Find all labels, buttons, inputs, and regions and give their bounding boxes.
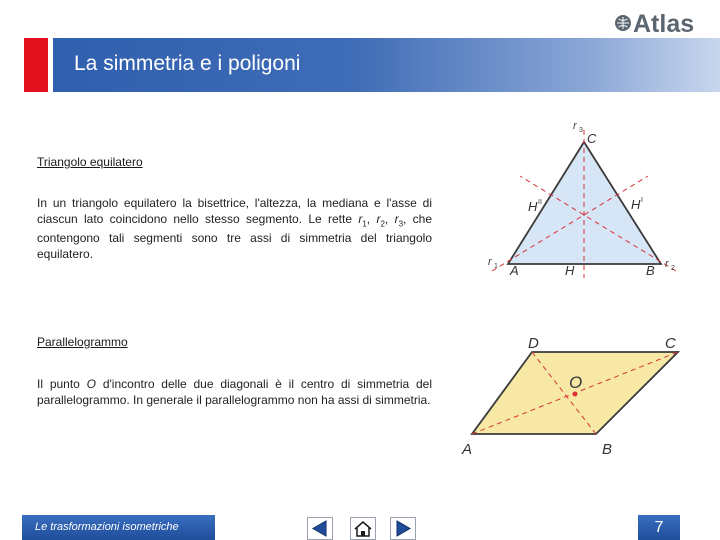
atlas-logo <box>612 6 700 36</box>
axis-label-r1-sub: 1 <box>494 263 498 270</box>
center-point-o <box>573 392 578 397</box>
page-title: La simmetria e i poligoni <box>74 52 301 75</box>
section-title-triangle: Triangolo equilatero <box>37 155 143 169</box>
axis-label-r3-sub: 3 <box>579 127 583 134</box>
vertex-label-d: D <box>528 335 539 352</box>
arrow-right-icon[interactable] <box>390 517 416 540</box>
axis-label-r1: r <box>488 256 492 268</box>
point-label-h1: H <box>631 197 641 212</box>
point-label-h2: H <box>528 199 538 214</box>
page-number: 7 <box>638 515 680 540</box>
triangle-description: In un triangolo equilatero la bisettrice, l'altezza, la mediana e l'asse di ciascun lato coincidono nello stesso segmento. Le rette $r_1$, $r_2$, $r_3$, che contengono tali segmenti sono tre assi di simmetria del triangolo equilatero. <box>37 196 433 261</box>
axis-label-r3: r <box>573 120 577 132</box>
vertex-label-c: C <box>587 131 597 146</box>
point-label-h1-sup: I <box>641 197 643 204</box>
header-accent <box>24 38 48 92</box>
vertex-label-b: B <box>602 441 613 458</box>
vertex-label-b: B <box>646 263 655 278</box>
footer-chapter-label: Le trasformazioni isometriche <box>22 515 215 540</box>
point-label-h2-sup: II <box>538 199 542 206</box>
arrow-left-icon[interactable] <box>307 517 333 540</box>
equilateral-triangle-figure <box>476 112 686 290</box>
home-icon[interactable] <box>350 517 376 540</box>
axis-label-r2: r <box>665 258 669 270</box>
svg-text:Atlas: Atlas <box>633 10 695 36</box>
vertex-label-c: C <box>665 335 676 352</box>
vertex-label-a: A <box>510 263 519 278</box>
center-label-o: O <box>569 373 583 392</box>
point-label-h: H <box>565 263 575 278</box>
parallelogram-figure <box>458 330 688 462</box>
vertex-label-a: A <box>462 441 473 458</box>
parallelogram-description: Il punto O d'incontro delle due diagonali è il centro di simmetria del parallelogrammo. In generale il parallelogrammo non ha assi di simmetria. <box>37 377 432 407</box>
axis-label-r2-sub: 2 <box>671 265 675 272</box>
section-title-parallelogram: Parallelogrammo <box>37 335 128 349</box>
